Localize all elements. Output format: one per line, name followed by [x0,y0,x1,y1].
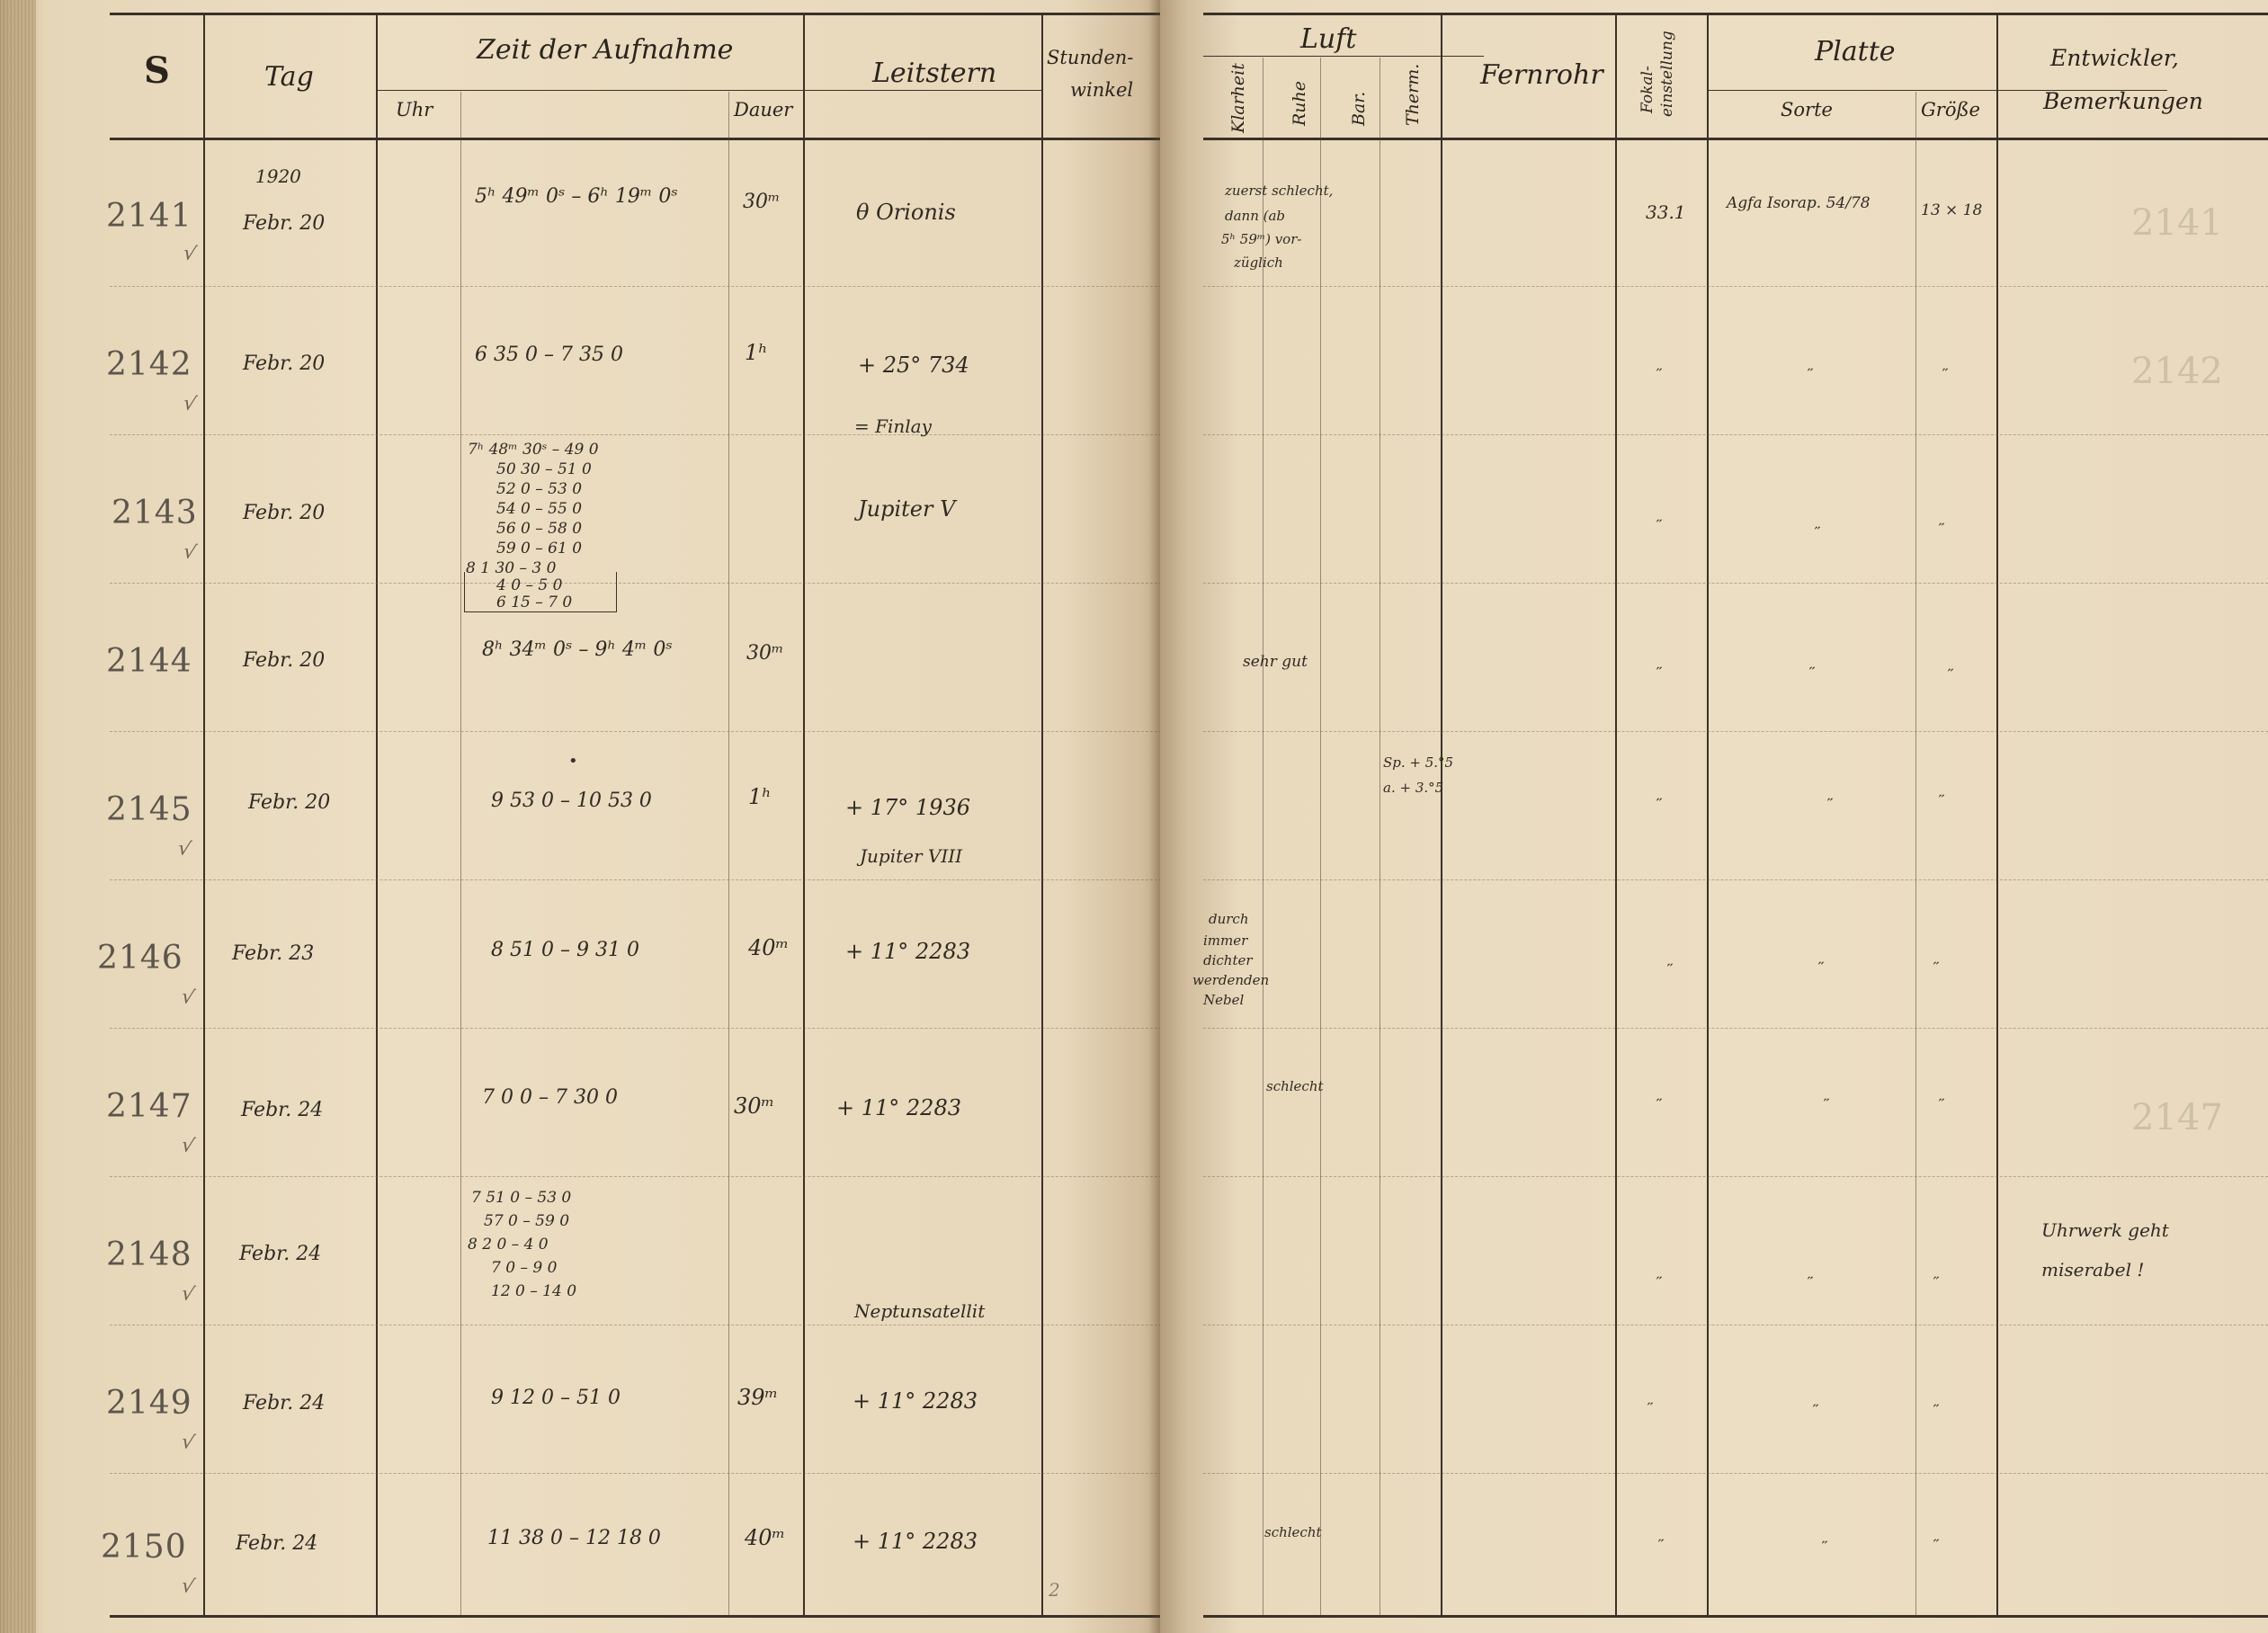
right-page: 2141 2142 2147 Luft Klarheit Ruhe Bar. Therm. Fernrohr Fokal- einstellung Platte Sorte Größe Entwickler, Bemerkungen zuerst schlecht, dann (ab 5ʰ 59ᵐ) vor- züglich 33.1 Agfa Isorap. 54/78 13 × 18 ˶ ˶ ˶ ˶ ˶ ˶ ˶ ˶ ˶ ˶ ˶ ˶ ˶ ˶ ˶ ˶ ˶ ˶ ˶ ˶ ˶ ˶ ˶ ˶ ˶ ˶ ˶ sehr gut Sp. + 5.°5 a. + 3.°5 durch immer dichter werdenden Nebel schlecht Uhrwerk geht miserabel ! schlecht [1160,0,2268,1633]
date: Febr. 20 [243,352,326,375]
fokal: 33.1 [1646,201,1686,223]
header-bar: Bar. [1349,91,1369,126]
col-rule-sorte [1915,92,1916,1617]
zeit-line: 7 0 – 9 0 [491,1259,558,1277]
date: Febr. 20 [248,791,331,814]
col-rule-s [203,14,205,1617]
leitstern: + 25° 734 [858,352,969,378]
zeit-line: 56 0 – 58 0 [496,520,583,538]
date: Febr. 20 [243,502,326,524]
row-number: 2142 [106,346,192,383]
date: Febr. 20 [243,212,326,235]
row-number: 2143 [112,495,198,531]
klarheit-note: dichter [1203,952,1253,968]
header-leitstern: Leitstern [872,58,997,89]
klarheit-note: durch [1209,911,1249,927]
time-bracket [464,572,617,612]
sorte: Agfa Isorap. 54/78 [1727,194,1871,212]
bottom-rule [110,1615,1162,1618]
col-rule-fokal [1707,14,1709,1617]
col-rule-dauer [803,14,805,1617]
leitstern-note: = Finlay [854,415,932,437]
leitstern: + 11° 2283 [836,1095,961,1120]
header-dauer: Dauer [734,99,793,120]
header-therm: Therm. [1403,63,1423,126]
check-mark: √ [179,1281,197,1307]
date: Febr. 24 [241,1099,324,1121]
top-rule [1203,13,2268,15]
header-fernrohr: Fernrohr [1480,59,1603,91]
left-page: S Tag Zeit der Aufnahme Uhr Dauer Leitstern Stunden- winkel 2141 √ 1920 Febr. 20 5ʰ 49ᵐ 0ˢ – 6ʰ 19ᵐ 0ˢ 30ᵐ θ Orionis 2142 √ Febr. 20 6 35 0 – 7 35 0 1ʰ + 25° 734 = Finlay 2143 √ Febr. 20 7ʰ 48ᵐ 30ˢ – 49 0 50 30 – 51 0 52 0 – 53 0 54 0 – 55 0 56 0 – 58 0 59 0 – 61 0 8 1 30 – 3 0 4 0 – 5 0 6 15 – 7 0 Jupiter V 2144 Febr. 20 8ʰ 34ᵐ 0ˢ – 9ʰ 4ᵐ 0ˢ 30ᵐ 2145 √ Febr. 20 9 53 0 – 10 53 0 1ʰ + 17° 1936 Jupiter VIII • 2146 √ Febr. 23 8 51 0 – 9 31 0 40ᵐ + 11° 2283 2147 √ Febr. 24 7 0 0 – 7 30 0 30ᵐ + 11° 2283 2148 √ Febr. 24 7 51 0 – 53 0 57 0 – 59 0 8 2 0 – 4 0 7 0 – 9 0 12 0 – 14 0 Neptunsatellit 2149 √ Febr. 24 9 12 0 – 51 0 39ᵐ + 11° 2283 2150 √ Febr. 24 11 38 0 – 12 18 0 40ᵐ + 11° 2283 2 [0,0,1160,1633]
date: Febr. 24 [236,1532,318,1555]
header-zeit: Zeit der Aufnahme [477,34,734,66]
dauer: 1ʰ [745,340,768,365]
row-number: 2141 [106,198,192,235]
zeit: 8 51 0 – 9 31 0 [491,939,639,961]
col-rule-platte [1996,14,1998,1617]
page-edge [0,0,36,1633]
klarheit-note: werdenden [1192,972,1270,988]
zeit: 8ʰ 34ᵐ 0ˢ – 9ʰ 4ᵐ 0ˢ [482,638,673,661]
leitstern: + 11° 2283 [853,1388,978,1414]
date: Febr. 23 [232,942,315,965]
header-rule [1203,138,2268,140]
header-ruhe: Ruhe [1290,80,1309,126]
check-mark: √ [181,540,199,566]
check-mark: √ [179,985,197,1011]
check-mark: √ [175,836,193,862]
dauer: 30ᵐ [743,191,781,213]
zeit: 11 38 0 – 12 18 0 [487,1527,661,1549]
year: 1920 [255,165,301,187]
dauer: 40ᵐ [748,935,790,960]
row-number: 2146 [97,940,183,977]
zeit-line: 7ʰ 48ᵐ 30ˢ – 49 0 [468,441,599,459]
date: Febr. 24 [243,1392,326,1414]
bemerkung: miserabel ! [2041,1259,2145,1281]
klarheit-note: immer [1203,933,1248,949]
zeit-line: 52 0 – 53 0 [496,480,583,498]
zeit-line: 8 1 30 – 3 0 [466,559,557,577]
ruhe-note: sehr gut [1243,653,1308,671]
row-number: 2149 [106,1385,192,1422]
leitstern: Neptunsatellit [854,1300,986,1322]
klarheit-note: züglich [1234,254,1283,271]
groesse: 13 × 18 [1921,201,1983,219]
leitstern: θ Orionis [856,200,956,225]
therm-note: Sp. + 5.°5 [1383,754,1454,771]
zeit-line: 12 0 – 14 0 [491,1282,577,1300]
zeit: 9 12 0 – 51 0 [491,1387,621,1409]
row-number: 2145 [106,791,192,828]
header-klarheit: Klarheit [1228,63,1248,133]
leitstern: + 11° 2283 [845,939,970,964]
klarheit-note: zuerst schlecht, [1225,183,1334,199]
leitstern-note: Jupiter VIII [860,845,963,867]
dauer: 30ᵐ [734,1093,775,1119]
row-number: 2144 [106,643,192,680]
footnote-mark: 2 [1049,1579,1060,1601]
header-winkel: winkel [1070,79,1134,101]
dauer: 30ᵐ [746,642,784,665]
header-uhr: Uhr [396,99,433,120]
col-rule-leitstern [1041,14,1043,1617]
header-stunden: Stunden- [1047,47,1134,68]
dauer: 40ᵐ [745,1525,786,1550]
dauer: 39ᵐ [737,1385,779,1410]
col-rule-tag [376,14,378,1617]
zeit: 6 35 0 – 7 35 0 [475,344,623,366]
zeit-line: 8 2 0 – 4 0 [468,1236,549,1254]
zeit-line: 7 51 0 – 53 0 [471,1189,572,1207]
date: Febr. 24 [239,1243,322,1265]
ruhe-note: schlecht [1264,1524,1322,1540]
subheader-rule [378,90,1043,91]
header-tag: Tag [264,61,314,93]
zeit-line: 4 0 – 5 0 [496,576,563,594]
klarheit-note: dann (ab [1225,208,1286,224]
leitstern: + 11° 2283 [853,1529,978,1554]
klarheit-note: Nebel [1203,992,1245,1008]
check-mark: √ [181,241,199,267]
header-fokal: Fokal- [1638,66,1656,113]
header-groesse: Größe [1921,99,1980,120]
ruhe-note: schlecht [1266,1078,1324,1094]
header-platte: Platte [1815,36,1896,67]
top-rule [110,13,1162,15]
row-number: 2147 [106,1088,192,1125]
check-mark: √ [181,391,199,417]
zeit-line: 6 15 – 7 0 [496,593,573,611]
zeit: 7 0 0 – 7 30 0 [482,1086,618,1109]
bottom-rule [1203,1615,2268,1618]
col-rule-zeit [728,92,729,1617]
zeit-line: 54 0 – 55 0 [496,500,583,518]
header-luft: Luft [1300,23,1357,55]
header-einstellung: einstellung [1658,31,1676,117]
header-entwickler: Entwickler, [2050,45,2179,71]
check-mark: √ [179,1430,197,1456]
zeit: 5ʰ 49ᵐ 0ˢ – 6ʰ 19ᵐ 0ˢ [475,185,678,208]
therm-note: a. + 3.°5 [1383,780,1444,796]
zeit-line: 50 30 – 51 0 [496,460,592,478]
leitstern: + 17° 1936 [845,795,970,820]
leitstern: Jupiter V [858,496,956,522]
row-number: 2150 [101,1529,187,1566]
row-number: 2148 [106,1236,192,1273]
date: Febr. 20 [243,649,326,672]
header-s: S [144,49,170,92]
header-rule [110,138,1162,140]
zeit-line: 59 0 – 61 0 [496,540,583,558]
check-mark: √ [179,1133,197,1159]
col-rule-luft [1441,14,1442,1617]
header-sorte: Sorte [1781,99,1833,120]
header-bemerkungen: Bemerkungen [2043,88,2203,114]
col-rule-uhr [460,92,461,1617]
zeit: 9 53 0 – 10 53 0 [491,790,652,812]
check-mark: √ [179,1574,197,1600]
dauer: 1ʰ [748,784,772,809]
col-rule-fernrohr [1615,14,1617,1617]
klarheit-note: 5ʰ 59ᵐ) vor- [1221,231,1302,247]
zeit-line: 57 0 – 59 0 [484,1212,570,1230]
bemerkung: Uhrwerk geht [2041,1219,2169,1241]
